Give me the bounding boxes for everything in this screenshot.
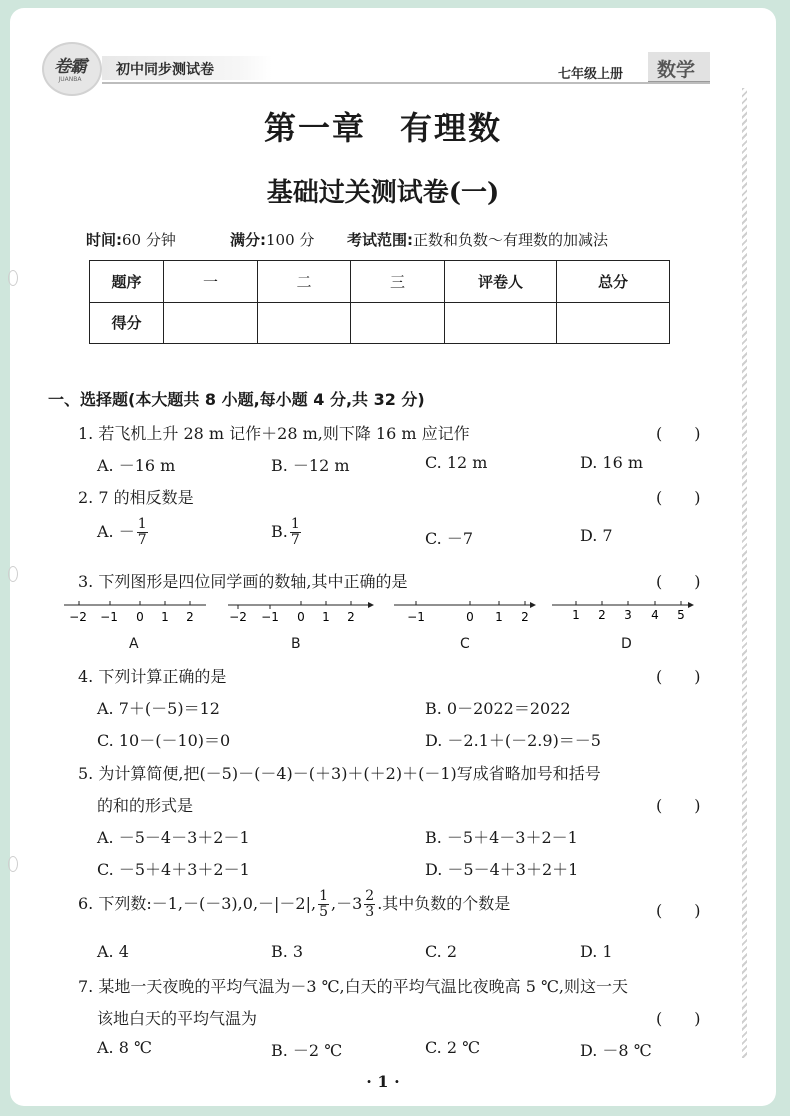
fraction-denominator: 5 <box>319 904 328 920</box>
option-d: D. －5－4＋3＋2＋1 <box>425 860 579 879</box>
figure-label-a: A <box>129 636 139 652</box>
score-header-cell: 评卷人 <box>445 261 557 303</box>
fraction-numerator: 1 <box>137 516 147 532</box>
option-c: C. 10－(－10)＝0 <box>97 731 231 750</box>
option-a <box>97 517 150 548</box>
option-d: D. 16 m <box>580 453 644 472</box>
option-a: A. －5－4－3＋2－1 <box>97 828 250 847</box>
option-b: B. －2 ℃ <box>271 1041 343 1060</box>
option-b <box>271 517 303 548</box>
binding-hole-mark <box>8 856 18 872</box>
header-divider <box>102 82 710 84</box>
option-d: D. 7 <box>580 526 613 545</box>
time-label: 时间: <box>86 231 122 249</box>
option-a: A. 7＋(－5)＝12 <box>97 699 220 718</box>
answer-blank[interactable]: ( ) <box>656 424 701 443</box>
score-info <box>230 229 314 250</box>
tick-label: 0 <box>297 610 305 624</box>
option-d: D. 1 <box>580 942 613 961</box>
question-4-stem: 4. 下列计算正确的是 <box>78 667 227 686</box>
tick-label: 2 <box>521 610 529 624</box>
score-table-header-row <box>90 261 670 303</box>
option-b: B. 3 <box>271 942 304 961</box>
fraction-numerator: 2 <box>365 888 375 904</box>
option-a: A. 8 ℃ <box>97 1038 152 1057</box>
full-score-label: 满分: <box>230 231 266 249</box>
grade-label: 七年级上册 <box>558 67 624 82</box>
tick-label: −1 <box>261 610 279 624</box>
question-5-stem-cont: 的和的形式是 <box>97 796 194 815</box>
tick-label: 2 <box>598 608 606 620</box>
option-b: B. 0－2022＝2022 <box>425 699 571 718</box>
answer-blank[interactable]: ( ) <box>656 667 701 686</box>
score-header-cell: 总分 <box>557 261 670 303</box>
ticks <box>416 601 525 605</box>
fraction-denominator: 7 <box>290 532 300 548</box>
question-7-stem-cont: 该地白天的平均气温为 <box>97 1009 258 1028</box>
score-table-score-row <box>90 302 670 344</box>
ticks <box>576 601 681 605</box>
section-heading: 一、选择题(本大题共 8 小题,每小题 4 分,共 32 分) <box>48 390 425 409</box>
tick-label: −2 <box>69 610 87 624</box>
option-c: C. 12 m <box>425 453 488 472</box>
stem-text: ,－3 <box>331 894 363 913</box>
score-cell[interactable] <box>351 302 445 344</box>
binding-hole-mark <box>8 270 18 286</box>
tick-label: 1 <box>572 608 580 620</box>
chapter-title <box>0 103 766 149</box>
series-title: 初中同步测试卷 <box>116 62 214 78</box>
number-line-b <box>226 596 376 626</box>
full-score-value: 100 分 <box>266 231 315 249</box>
figure-label-d: D <box>621 636 632 652</box>
option-c: C. 2 ℃ <box>425 1038 481 1057</box>
subject-label: 数学 <box>657 59 696 81</box>
option-a-prefix: A. － <box>97 522 135 541</box>
answer-blank[interactable]: ( ) <box>656 572 701 591</box>
stem-text: 6. 下列数:－1,－(－3),0,－|－2|, <box>78 894 317 913</box>
number-line-a <box>62 596 212 626</box>
fraction <box>318 889 329 920</box>
answer-blank[interactable]: ( ) <box>656 796 701 815</box>
binding-margin-decoration <box>742 88 747 1058</box>
tick-label: 1 <box>161 610 169 624</box>
scope-value: 正数和负数～有理数的加减法 <box>413 231 609 249</box>
option-c: C. －7 <box>425 529 474 548</box>
score-header-cell: 三 <box>351 261 445 303</box>
score-row-label: 得分 <box>90 302 164 344</box>
figure-label-b: B <box>291 636 301 652</box>
binding-hole-mark <box>8 566 18 582</box>
axis-arrow-icon <box>368 602 374 608</box>
page-number: · 1 · <box>366 1072 400 1091</box>
option-a: A. 4 <box>97 942 129 961</box>
scope-label: 考试范围: <box>347 231 413 249</box>
logo-subtext: JUANBA <box>58 76 82 83</box>
stem-text: .其中负数的个数是 <box>377 894 511 913</box>
score-header-cell: 一 <box>164 261 258 303</box>
fraction <box>137 517 148 548</box>
tick-label: 5 <box>677 608 685 620</box>
tick-label: 3 <box>624 608 632 620</box>
question-6-stem <box>78 889 510 920</box>
time-info <box>86 229 176 250</box>
fraction-numerator: 1 <box>319 888 328 904</box>
question-2-stem: 2. 7 的相反数是 <box>78 488 194 507</box>
score-table <box>89 260 670 344</box>
tick-label: 2 <box>347 610 355 624</box>
option-c: C. 2 <box>425 942 458 961</box>
number-line-d <box>550 590 700 620</box>
tick-label: −1 <box>100 610 118 624</box>
answer-blank[interactable]: ( ) <box>656 488 701 507</box>
ticks <box>79 601 190 605</box>
tick-label: 0 <box>466 610 474 624</box>
question-1-stem: 1. 若飞机上升 28 m 记作＋28 m,则下降 16 m 应记作 <box>78 424 470 443</box>
score-cell[interactable] <box>164 302 258 344</box>
score-header-cell: 二 <box>258 261 351 303</box>
tick-label: 1 <box>495 610 503 624</box>
tick-label: 2 <box>186 610 194 624</box>
logo-text: 卷霸 <box>54 57 86 77</box>
score-cell[interactable] <box>557 302 670 344</box>
axis-arrow-icon <box>688 602 694 608</box>
test-subtitle: 基础过关测试卷(一) <box>266 178 500 208</box>
fraction-denominator: 7 <box>137 532 147 548</box>
tick-label: −2 <box>229 610 247 624</box>
fraction-numerator: 1 <box>290 516 300 532</box>
scope-info <box>347 229 608 250</box>
chapter-name: 有理数 <box>400 109 503 147</box>
tick-label: 1 <box>322 610 330 624</box>
option-b: B. －5＋4－3＋2－1 <box>425 828 578 847</box>
fraction-denominator: 3 <box>365 904 375 920</box>
axis-arrow-icon <box>530 602 536 608</box>
score-cell[interactable] <box>258 302 351 344</box>
option-d: D. －2.1＋(－2.9)＝－5 <box>425 731 601 750</box>
fraction <box>290 517 301 548</box>
option-a: A. －16 m <box>97 456 176 475</box>
tick-label: −1 <box>407 610 425 624</box>
figure-label-c: C <box>460 636 470 652</box>
time-value: 60 分钟 <box>122 231 176 249</box>
option-c: C. －5＋4＋3＋2－1 <box>97 860 250 879</box>
answer-blank[interactable]: ( ) <box>656 901 701 920</box>
chapter-number: 第一章 <box>263 109 366 147</box>
question-3-stem: 3. 下列图形是四位同学画的数轴,其中正确的是 <box>78 572 408 591</box>
score-cell[interactable] <box>445 302 557 344</box>
option-d: D. －8 ℃ <box>580 1041 652 1060</box>
answer-blank[interactable]: ( ) <box>656 1009 701 1028</box>
tick-label: 4 <box>651 608 659 620</box>
score-header-cell: 题序 <box>90 261 164 303</box>
question-7-stem: 7. 某地一天夜晚的平均气温为－3 ℃,白天的平均气温比夜晚高 5 ℃,则这一天 <box>78 977 628 996</box>
fraction <box>364 889 375 920</box>
option-b: B. －12 m <box>271 456 350 475</box>
number-line-c <box>392 596 542 626</box>
tick-label: 0 <box>136 610 144 624</box>
option-b-prefix: B. <box>271 522 288 541</box>
question-5-stem: 5. 为计算简便,把(－5)－(－4)－(＋3)＋(＋2)＋(－1)写成省略加号和括号 <box>78 764 601 783</box>
header-bar <box>40 42 708 82</box>
